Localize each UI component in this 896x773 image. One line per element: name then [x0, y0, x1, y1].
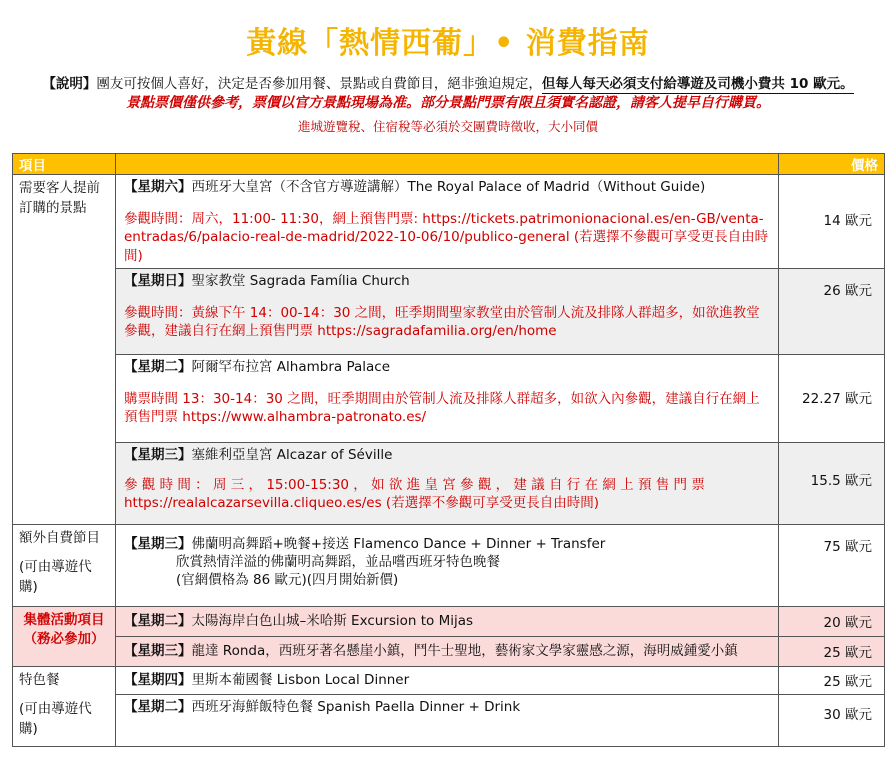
notice-line-2: 景點票價僅供參考，票價以官方景點現場為准。部分景點門票有限且須實名認證，請客人提早自行購買。	[126, 95, 770, 111]
item-detail: 參觀時間：黃線下午 14：00-14：30 之間，旺季期間聖家教堂由於管制人流及排隊人群超多，如欲進教堂參觀，建議自行在網上預售門票 https://sagradafamilia.org/en/home	[124, 305, 760, 340]
price-cell: 22.27 歐元	[779, 354, 885, 442]
table-row	[13, 268, 885, 354]
table-row	[13, 666, 885, 694]
item-name: 太陽海岸白色山城–米哈斯 Excursion to Mijas	[191, 613, 474, 630]
notice-line-1	[0, 72, 896, 92]
day-label: 【星期二】	[124, 613, 192, 630]
description-cell	[116, 524, 779, 606]
category-sublabel: (可由導遊代購)	[19, 559, 92, 595]
description-cell	[116, 442, 779, 524]
table-header	[13, 154, 885, 175]
price-cell: 20 歐元	[779, 606, 885, 636]
description-cell	[116, 175, 779, 269]
page-title: 黃線「熱情西葡」• 消費指南	[246, 26, 650, 61]
category-cell	[13, 666, 116, 746]
price-cell: 75 歐元	[779, 524, 885, 606]
description-cell	[116, 666, 779, 694]
price-cell: 25 歐元	[779, 636, 885, 666]
table-row	[13, 694, 885, 746]
category-sublabel: （務必參加）	[23, 631, 105, 648]
description-cell	[116, 268, 779, 354]
description-cell	[116, 636, 779, 666]
category-sublabel: (可由導遊代購)	[19, 701, 92, 737]
item-name: 西班牙海鮮飯特色餐 Spanish Paella Dinner + Drink	[191, 698, 521, 715]
header-spacer	[116, 154, 779, 175]
day-label: 【星期日】	[124, 272, 192, 289]
notice-text: 團友可按個人喜好，決定是否參加用餐、景點或自費節目，絕非強迫規定，	[96, 76, 542, 92]
description-cell	[116, 606, 779, 636]
day-label: 【星期三】	[124, 535, 192, 552]
item-name: 聖家教堂 Sagrada Família Church	[191, 272, 410, 289]
day-label: 【星期三】	[124, 643, 192, 660]
price-cell: 15.5 歐元	[779, 442, 885, 524]
item-subline: (官網價格為 86 歐元)(四月開始新價)	[176, 572, 399, 589]
table-row	[13, 354, 885, 442]
item-detail: 參 觀 時 間 ： 周 三 ， 15:00-15:30 ， 如 欲 進 皇 宮 參 觀 ， 建 議 自 行 在 網 上 預 售 門 票 https://realalcazarsevilla.cliqueo.es/es (若選擇不參觀可享受更長自由時間)	[124, 477, 705, 512]
header-item: 項目	[13, 154, 116, 175]
price-cell: 14 歐元	[779, 175, 885, 269]
header-price: 價格	[779, 154, 885, 175]
notice-tip-emphasis: 但每人每天必須支付給導遊及司機小費共 10 歐元。	[541, 76, 854, 92]
price-cell: 26 歐元	[779, 268, 885, 354]
item-name: 佛蘭明高舞蹈+晚餐+接送 Flamenco Dance + Dinner + Transfer	[191, 535, 606, 552]
item-subline: 欣賞熱情洋溢的佛蘭明高舞蹈，並品嚐西班牙特色晚餐	[176, 554, 500, 571]
notice-label: 【說明】	[42, 76, 97, 92]
day-label: 【星期六】	[124, 179, 192, 195]
category-label: 需要客人提前訂購的景點	[19, 180, 100, 216]
table-row	[13, 606, 885, 636]
category-label: 集體活動項目	[23, 611, 105, 628]
description-cell	[116, 354, 779, 442]
item-name: 里斯本葡國餐 Lisbon Local Dinner	[191, 672, 410, 689]
item-name: 龍達 Ronda，西班牙著名懸崖小鎮，鬥牛士聖地，藝術家文學家靈感之源，海明威鍾愛小鎮	[191, 643, 738, 660]
day-label: 【星期四】	[124, 672, 192, 689]
item-name: 塞維利亞皇宮 Alcazar of Séville	[191, 446, 393, 463]
description-cell	[116, 694, 779, 746]
item-detail: 購票時間 13：30-14：30 之間，旺季期間由於管制人流及排隊人群超多，如欲入內參觀，建議自行在網上預售門票 https://www.alhambra-patronato.es/	[124, 391, 760, 426]
table-row	[13, 524, 885, 606]
item-detail: 參觀時間：周六，11:00- 11:30，網上預售門票: https://tickets.patrimonionacional.es/en-GB/venta-entradas/6/palacio-real-de-madrid/2022-10-06/10/publico-general (若選擇不參觀可享受更長自由時間)	[124, 211, 769, 264]
table-row	[13, 442, 885, 524]
item-name: 西班牙大皇宮（不含官方導遊講解）The Royal Palace of Madrid（Without Guide)	[191, 179, 706, 195]
category-label: 額外自費節目	[19, 529, 100, 546]
category-cell	[13, 606, 116, 666]
expense-table	[12, 153, 885, 747]
table-row	[13, 636, 885, 666]
category-label: 特色餐	[19, 671, 60, 688]
day-label: 【星期三】	[124, 446, 192, 463]
day-label: 【星期二】	[124, 358, 192, 375]
category-cell	[13, 524, 116, 606]
table-row	[13, 175, 885, 269]
price-cell: 25 歐元	[779, 666, 885, 694]
item-name: 阿爾罕布拉宮 Alhambra Palace	[191, 358, 390, 375]
price-cell: 30 歐元	[779, 694, 885, 746]
category-cell	[13, 175, 116, 525]
notice-line-3: 進城遊覽稅、住宿稅等必須於交團費時徵收，大小同價	[297, 119, 598, 134]
day-label: 【星期二】	[124, 698, 192, 715]
